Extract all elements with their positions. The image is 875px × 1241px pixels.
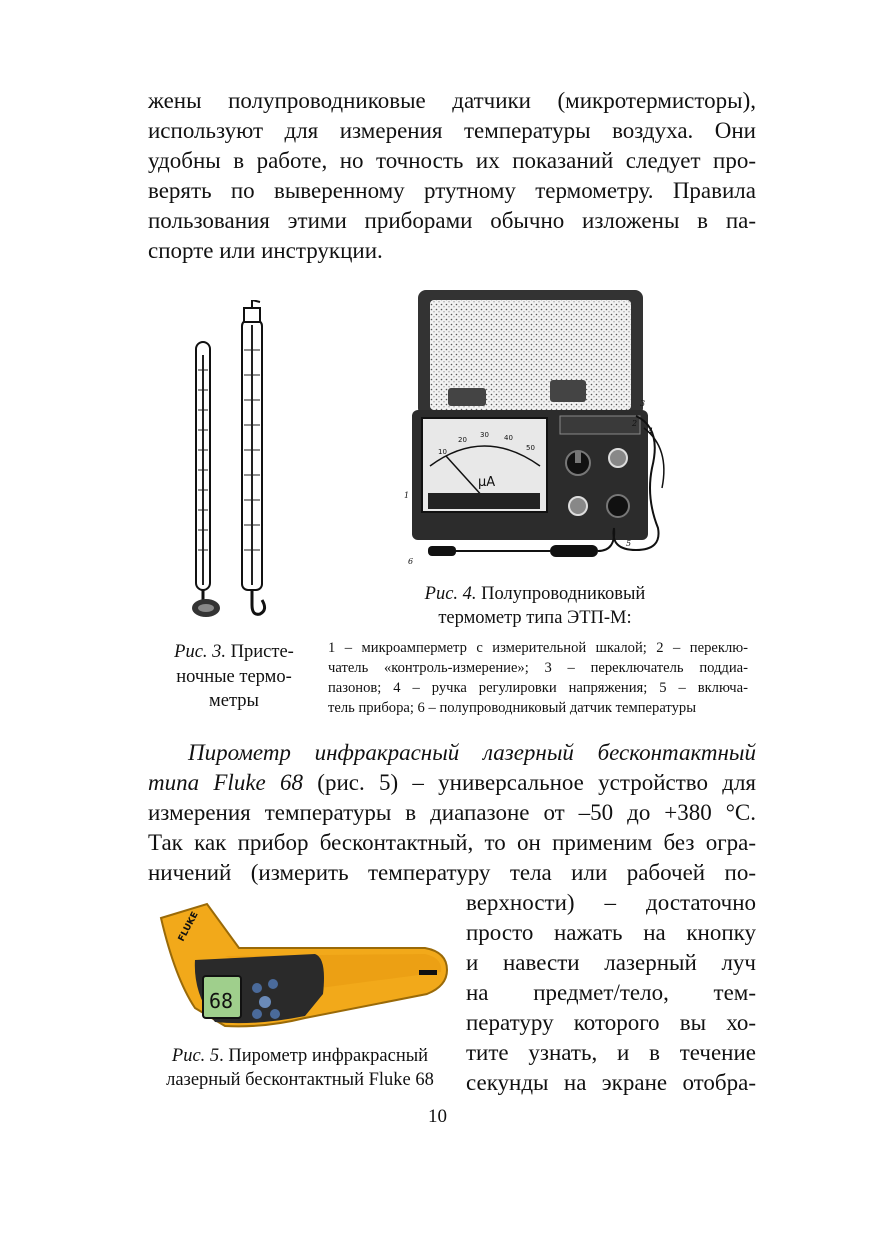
italic-term: Пирометр инфракрасный лазерный бесконтактный (188, 740, 756, 765)
text-line: используют для измерения температуры воздуха. Они (148, 118, 756, 143)
thermometer-right (242, 300, 265, 614)
text-line: пользования этими приборами обычно изложены в па- (148, 208, 756, 233)
text-line (148, 768, 756, 798)
callout-label: 2 (632, 419, 638, 428)
figure3-label: Рис. 3. (174, 642, 227, 662)
caption-line: метры (209, 691, 259, 711)
text-fragment: (рис. 5) – универсальное устройство для (303, 770, 757, 795)
figure4-label: Рис. 4. (424, 584, 477, 604)
figure4-legend (328, 638, 748, 718)
text-line: просто нажать на кнопку (466, 920, 756, 945)
scale-tick: 20 (458, 436, 467, 444)
caption-line: . Пирометр инфракрасный (219, 1046, 429, 1066)
figure3-caption (160, 640, 308, 714)
text-line: верять по выверенному ртутному термометру. Правила (148, 178, 756, 203)
callout-label: 3 (640, 399, 646, 408)
text-line: и навести лазерный луч (466, 950, 756, 975)
callout-label: 4 (648, 427, 654, 436)
thermometer-left (192, 342, 220, 617)
pyrometer-wrap-column (466, 888, 756, 1098)
figure5-caption (140, 1044, 460, 1092)
display-value: 68 (209, 989, 234, 1013)
figure4-caption (380, 582, 690, 630)
pyrometer-paragraph (148, 738, 756, 888)
text-line (148, 738, 756, 768)
fluke-brand-text: FLUKE (176, 910, 201, 944)
semiconductor-thermometer-image (400, 288, 675, 578)
caption-line: Присте- (230, 642, 294, 662)
text-line: спорте или инструкции. (148, 238, 383, 263)
scale-tick: 50 (526, 444, 535, 452)
legend-line: пазонов; 4 – ручка регулировки напряжения; 5 – включа- (328, 680, 748, 696)
intro-paragraph (148, 86, 756, 266)
text-line: жены полупроводниковые датчики (микротермисторы), (148, 88, 756, 113)
scale-tick: 30 (480, 431, 489, 439)
text-line: секунды на экране отобра- (466, 1070, 756, 1095)
page-number: 10 (428, 1106, 447, 1127)
caption-line: ночные термо- (176, 666, 292, 687)
text-line: удобны в работе, но точность их показаний следует про- (148, 148, 756, 173)
microampere-unit: μA (478, 475, 496, 490)
wall-thermometers-image (180, 300, 295, 620)
text-line: верхности) – достаточно (466, 890, 756, 915)
text-line: на предмет/тело, тем- (466, 980, 756, 1005)
callout-label: 1 (404, 491, 410, 500)
text-line: измерения температуры в диапазоне от –50 до +380 °С. (148, 800, 756, 825)
caption-line: Полупроводниковый (481, 584, 646, 604)
scale-tick: 10 (438, 448, 447, 456)
callout-label: 6 (408, 557, 414, 566)
legend-line: тель прибора; 6 – полупроводниковый датчик температуры (328, 700, 697, 716)
text-line: пературу которого вы хо- (466, 1010, 756, 1035)
text-line: ничений (измерить температуру тела или рабочей по- (148, 860, 756, 885)
legend-line: чатель «контроль-измерение»; 3 – переключатель поддиа- (328, 660, 748, 676)
italic-term: типа Fluke 68 (148, 770, 304, 795)
fluke-pyrometer-image (155, 898, 455, 1038)
text-line: Так как прибор бесконтактный, то он применим без огра- (148, 830, 756, 855)
scale-tick: 40 (504, 434, 513, 442)
caption-line: термометр типа ЭТП-М: (438, 608, 632, 628)
caption-line: лазерный бесконтактный Fluke 68 (166, 1070, 434, 1090)
text-line: тите узнать, и в течение (466, 1040, 756, 1065)
figure5-label: Рис. 5 (171, 1046, 220, 1066)
callout-label: 5 (626, 539, 632, 548)
legend-line: 1 – микроамперметр с измерительной шкалой; 2 – переклю- (328, 640, 748, 656)
